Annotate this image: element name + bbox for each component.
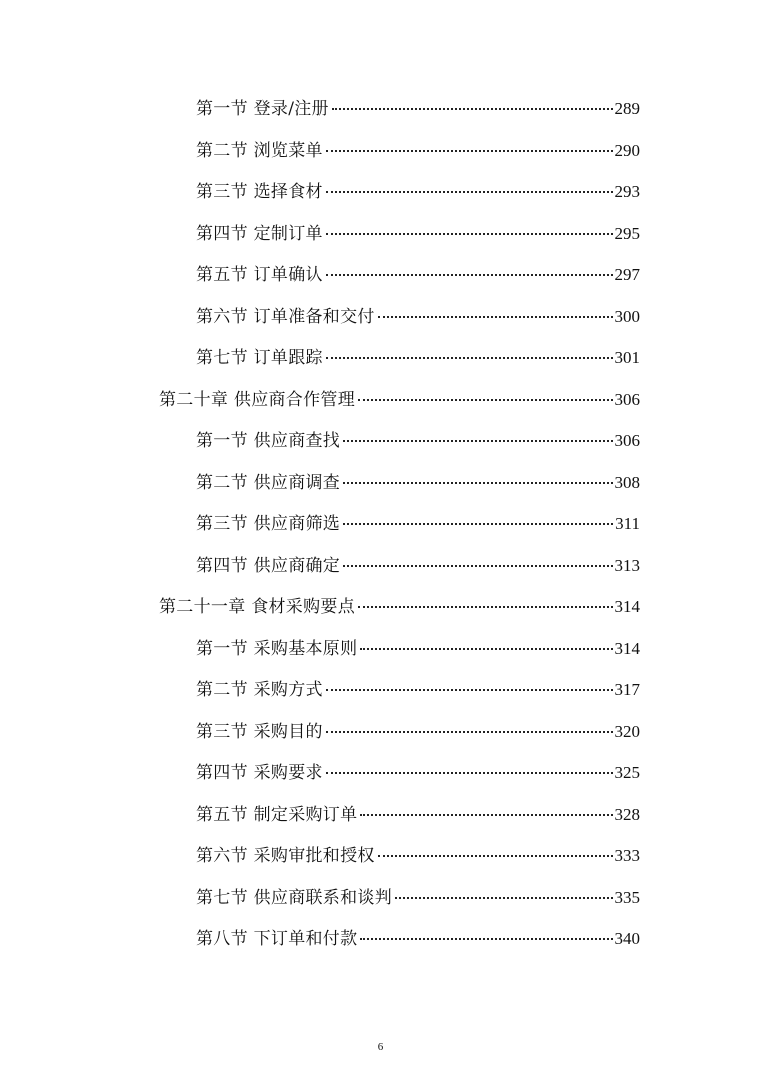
toc-entry-label: 第五节 制定采购订单 xyxy=(196,805,358,825)
toc-entry-label: 第七节 订单跟踪 xyxy=(196,348,323,368)
dot-leader xyxy=(326,772,613,774)
toc-entry-label: 第四节 采购要求 xyxy=(196,763,323,783)
dot-leader xyxy=(343,482,612,484)
toc-entry-page: 300 xyxy=(614,307,640,326)
dot-leader xyxy=(395,897,612,899)
toc-entry[interactable] xyxy=(196,182,640,202)
toc-entry[interactable] xyxy=(196,224,640,244)
toc-entry[interactable] xyxy=(196,805,640,825)
toc-entry-label: 第三节 供应商筛选 xyxy=(196,514,341,534)
page-number: 6 xyxy=(377,1041,384,1053)
toc-entry-page: 314 xyxy=(614,639,640,658)
toc-entry[interactable] xyxy=(196,763,640,783)
dot-leader xyxy=(332,108,613,110)
toc-entry-page: 301 xyxy=(614,348,640,367)
toc-entry[interactable] xyxy=(196,639,640,659)
toc-entry-label: 第三节 选择食材 xyxy=(196,182,323,202)
toc-entry-label: 第一节 采购基本原则 xyxy=(196,639,358,659)
toc-entry-page: 333 xyxy=(614,846,640,865)
toc-entry-page: 325 xyxy=(614,763,640,782)
dot-leader xyxy=(343,440,612,442)
toc-entry-label: 第八节 下订单和付款 xyxy=(196,929,358,949)
toc-entry-page: 295 xyxy=(614,224,640,243)
toc-entry-label: 第二节 供应商调查 xyxy=(196,473,341,493)
toc-entry-page: 306 xyxy=(614,390,640,409)
toc-entry[interactable] xyxy=(196,141,640,161)
dot-leader xyxy=(326,731,613,733)
toc-entry[interactable] xyxy=(196,846,640,866)
toc-entry[interactable] xyxy=(196,99,640,119)
toc-entry-label: 第五节 订单确认 xyxy=(196,265,323,285)
toc-entry[interactable] xyxy=(196,556,640,576)
toc-entry-label: 第六节 采购审批和授权 xyxy=(196,846,375,866)
dot-leader xyxy=(326,274,613,276)
toc-entry-page: 289 xyxy=(614,99,640,118)
toc-entry-page: 314 xyxy=(614,597,640,616)
dot-leader xyxy=(360,648,612,650)
dot-leader xyxy=(326,689,613,691)
toc-entry-page: 308 xyxy=(614,473,640,492)
toc-entry-page: 317 xyxy=(614,680,640,699)
toc-entry[interactable] xyxy=(196,680,640,700)
toc-entry-label: 第二节 浏览菜单 xyxy=(196,141,323,161)
toc-entry-page: 313 xyxy=(614,556,640,575)
dot-leader xyxy=(343,565,612,567)
toc-entry-page: 306 xyxy=(614,431,640,450)
toc-entry-page: 311 xyxy=(615,514,640,533)
toc-entry[interactable] xyxy=(196,514,640,534)
toc-chapter-entry[interactable] xyxy=(159,390,640,410)
toc-entry[interactable] xyxy=(196,431,640,451)
toc-entry-page: 335 xyxy=(614,888,640,907)
toc-entry-label: 第三节 采购目的 xyxy=(196,722,323,742)
toc-entry-page: 328 xyxy=(614,805,640,824)
toc-entry[interactable] xyxy=(196,888,640,908)
toc-entry[interactable] xyxy=(196,929,640,949)
toc-entry-label: 第四节 定制订单 xyxy=(196,224,323,244)
dot-leader xyxy=(360,938,612,940)
toc-entry-label: 第二节 采购方式 xyxy=(196,680,323,700)
toc-entry[interactable] xyxy=(196,473,640,493)
dot-leader xyxy=(326,233,613,235)
dot-leader xyxy=(326,357,613,359)
dot-leader xyxy=(358,606,612,608)
toc-entry-page: 290 xyxy=(614,141,640,160)
toc-entry-page: 340 xyxy=(614,929,640,948)
toc-entry[interactable] xyxy=(196,348,640,368)
toc-entry-page: 320 xyxy=(614,722,640,741)
dot-leader xyxy=(326,191,613,193)
toc-entry-label: 第七节 供应商联系和谈判 xyxy=(196,888,393,908)
toc-entry[interactable] xyxy=(196,722,640,742)
toc-entry[interactable] xyxy=(196,265,640,285)
toc-entry-label: 第二十章 供应商合作管理 xyxy=(159,390,356,410)
toc-entry-page: 293 xyxy=(614,182,640,201)
toc-entry-label: 第二十一章 食材采购要点 xyxy=(159,597,356,617)
toc-entry-label: 第一节 供应商查找 xyxy=(196,431,341,451)
toc-chapter-entry[interactable] xyxy=(159,597,640,617)
dot-leader xyxy=(326,150,613,152)
dot-leader xyxy=(343,523,613,525)
dot-leader xyxy=(378,316,613,318)
dot-leader xyxy=(358,399,612,401)
toc-entry-label: 第六节 订单准备和交付 xyxy=(196,307,375,327)
dot-leader xyxy=(378,855,613,857)
dot-leader xyxy=(360,814,612,816)
toc-entry-label: 第一节 登录/注册 xyxy=(196,99,329,119)
toc-entry-label: 第四节 供应商确定 xyxy=(196,556,341,576)
toc-entry[interactable] xyxy=(196,307,640,327)
toc-entry-page: 297 xyxy=(614,265,640,284)
